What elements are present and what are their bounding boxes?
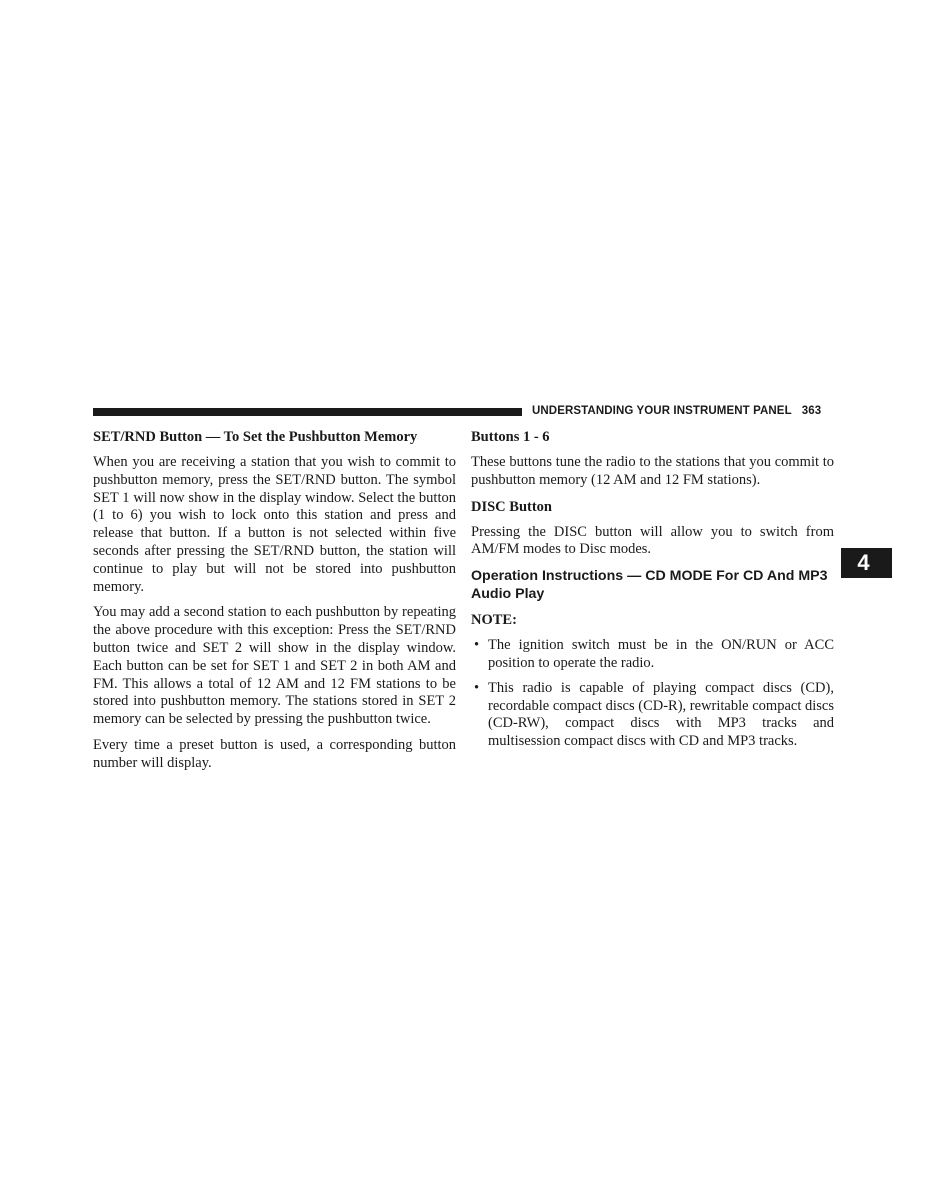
left-column	[93, 428, 456, 781]
list-item-text: The ignition switch must be in the ON/RUN or ACC position to operate the radio.	[488, 637, 834, 671]
bullet-icon: •	[474, 637, 480, 654]
right-column	[471, 428, 834, 758]
list-item	[471, 637, 834, 673]
page-number: 363	[801, 405, 822, 417]
running-header	[532, 405, 821, 417]
disc-heading: DISC Button	[471, 498, 552, 515]
set-rnd-heading: SET/RND Button — To Set the Pushbutton Memory	[93, 429, 418, 445]
note-label: NOTE:	[471, 612, 517, 629]
set-rnd-paragraph-3: Every time a preset button is used, a corresponding button number will display.	[93, 736, 456, 771]
section-title: UNDERSTANDING YOUR INSTRUMENT PANEL	[532, 405, 792, 417]
buttons-heading: Buttons 1 - 6	[471, 429, 550, 445]
bullet-icon: •	[474, 679, 480, 696]
chapter-tab: 4	[841, 548, 892, 578]
note-list	[471, 637, 834, 751]
buttons-paragraph: These buttons tune the radio to the stations that you commit to pushbutton memory (12 AM and 12 FM stations).	[471, 454, 834, 488]
set-rnd-paragraph-2: You may add a second station to each pushbutton by repeating the above procedure with this exception: Press the SET/RND button twice and SET 2 will show in the display window. Each button can be set for SET 1 and SET 2 in both AM and FM. This allows a total of 12 AM and 12 FM stations to be stored into pushbutton memory. The stations stored in SET 2 memory can be selected by pressing the pushbutton twice.	[93, 604, 456, 728]
disc-paragraph: Pressing the DISC button will allow you to switch from AM/FM modes to Disc modes.	[471, 523, 834, 558]
list-item	[471, 680, 834, 751]
list-item-text: This radio is capable of playing compact discs (CD), recordable compact discs (CD-R), rewritable compact discs (CD-RW), compact discs with MP3 tracks and multisession compact discs with CD and MP3 tracks.	[488, 679, 834, 750]
set-rnd-paragraph-1: When you are receiving a station that you wish to commit to pushbutton memory, press the SET/RND button. The symbol SET 1 will now show in the display window. Select the button (1 to 6) you wish to lock onto this station and press and release that button. If a button is not selected within five seconds after pressing the SET/RND button, the station will continue to play but will not be stored into pushbutton memory.	[93, 454, 456, 595]
header-rule	[93, 408, 522, 416]
cd-mode-heading: Operation Instructions — CD MODE For CD And MP3 Audio Play	[471, 568, 828, 603]
